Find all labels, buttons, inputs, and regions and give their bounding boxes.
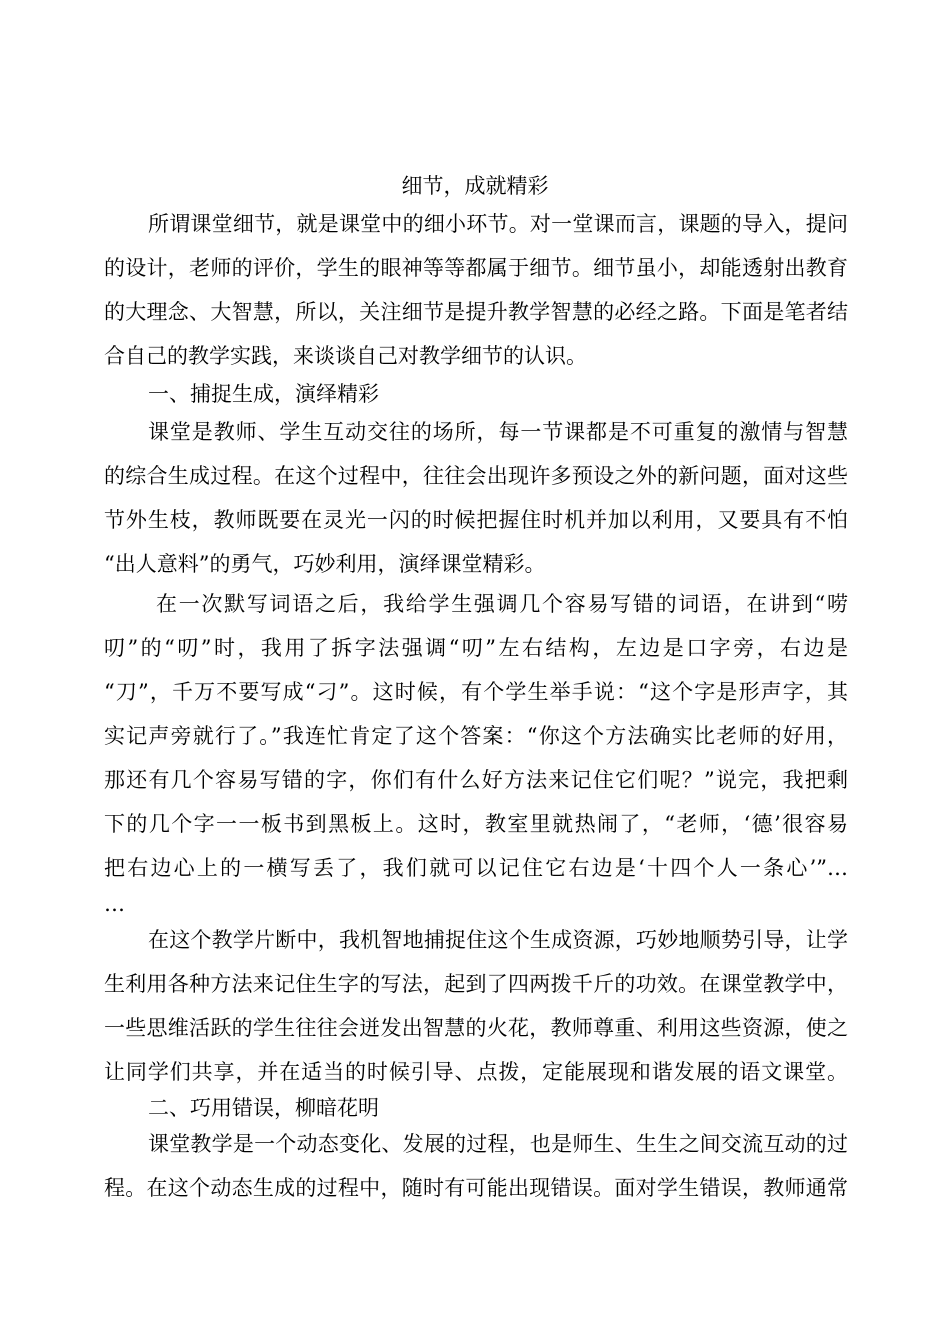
document-title: 细节，成就精彩: [401, 174, 549, 198]
text-line: “刀”，千万不要写成“刁”。这时候，有个学生举手说：“这个字是形声字，其: [104, 680, 848, 704]
text-line: 在一次默写词语之后，我给学生强调几个容易写错的词语，在讲到“唠: [156, 592, 848, 616]
text-line: 一些思维活跃的学生往往会迸发出智慧的火花，教师尊重、利用这些资源，使之: [104, 1016, 848, 1040]
text-line: 所谓课堂细节，就是课堂中的细小环节。对一堂课而言，课题的导入，提问: [148, 212, 848, 236]
text-line: 的大理念、大智慧，所以，关注细节是提升教学智慧的必经之路。下面是笔者结: [104, 300, 848, 324]
text-line: 在这个教学片断中，我机智地捕捉住这个生成资源，巧妙地顺势引导，让学: [148, 928, 848, 952]
text-line: 节外生枝，教师既要在灵光一闪的时候把握住时机并加以利用，又要具有不怕: [104, 508, 848, 532]
section-heading: 二、巧用错误，柳暗花明: [148, 1096, 379, 1120]
text-line: 课堂是教师、学生互动交往的场所，每一节课都是不可重复的激情与智慧: [148, 420, 848, 444]
text-line: 合自己的教学实践，来谈谈自己对教学细节的认识。: [104, 344, 587, 368]
text-line: 叨”的“叨”时，我用了拆字法强调“叨”左右结构，左边是口字旁，右边是: [104, 636, 848, 660]
text-line: 下的几个字一一板书到黑板上。这时，教室里就热闹了，“老师，‘德’很容易: [104, 812, 848, 836]
text-line: 把右边心上的一横写丢了，我们就可以记住它右边是‘十四个人一条心’”…: [104, 856, 848, 880]
text-line: 课堂教学是一个动态变化、发展的过程，也是师生、生生之间交流互动的过: [148, 1132, 848, 1156]
text-line: 实记声旁就行了。”我连忙肯定了这个答案：“你这个方法确实比老师的好用，: [104, 724, 848, 748]
text-line: 那还有几个容易写错的字，你们有什么好方法来记住它们呢？”说完，我把剩: [104, 768, 848, 792]
text-line: 的综合生成过程。在这个过程中，往往会出现许多预设之外的新问题，面对这些: [104, 464, 848, 488]
section-heading: 一、捕捉生成，演绎精彩: [148, 382, 379, 406]
text-line: 让同学们共享，并在适当的时候引导、点拨，定能展现和谐发展的语文课堂。: [104, 1060, 848, 1084]
text-line: “出人意料”的勇气，巧妙利用，演绎课堂精彩。: [104, 552, 546, 576]
text-line: 生利用各种方法来记住生字的写法，起到了四两拨千斤的功效。在课堂教学中，: [104, 972, 848, 996]
text-line: 程。在这个动态生成的过程中，随时有可能出现错误。面对学生错误，教师通常: [104, 1176, 848, 1200]
text-line: 的设计，老师的评价，学生的眼神等等都属于细节。细节虽小，却能透射出教育: [104, 256, 848, 280]
text-line: …: [104, 892, 125, 916]
